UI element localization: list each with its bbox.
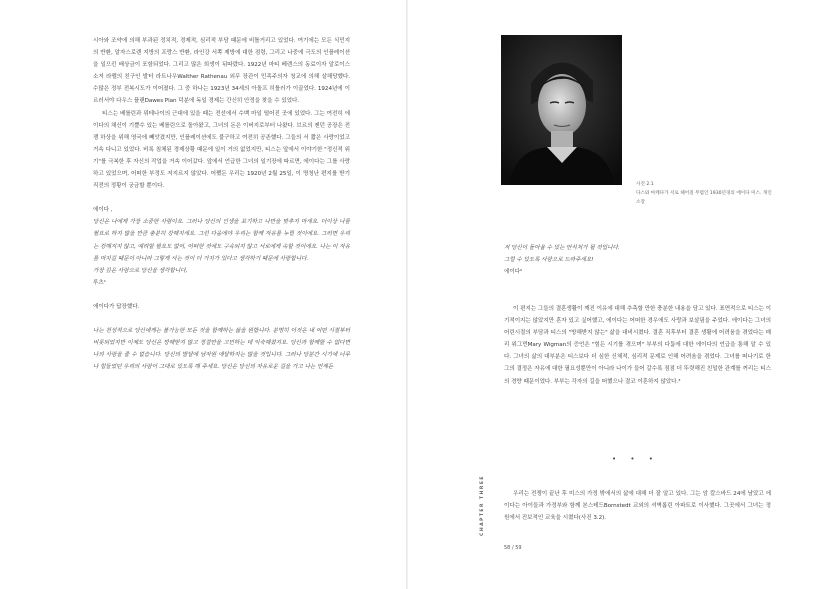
reply-letter: 나는 천성적으로 당신에게는 불가능한 모든 것을 함께하는 삶을 원합니다. 분명히 이것은 내 어떤 시절부터 비롯되었지만 이제도 당신은 방해받지 않고 정결만을 고민하는 데 익숙해졌지요. 당신과 함께할 수 없다면 나의 사랑을 줄 수 없습니다. 당신의 발달에 남자원 애달하지는 않을 것입니다. 그러나 당분간 시기에 너무나 힘들었던 우리의 사랑이 그대로 있도록 해 주세요. 당신은 당신의 자유로운 길을 가고 나는 언제든 bbox=[93, 327, 350, 371]
letter-signoff: 루츠¹ bbox=[93, 279, 106, 286]
right-quote-block bbox=[504, 242, 771, 278]
page-number: 58 / 59 bbox=[504, 545, 522, 551]
left-paragraph-2: 티스는 베를린과 뮈테나이의 근대에 있을 때는 전선에서 수백 마일 떨어진 곳에 있었다. 그는 여전히 에이다의 채신이 기쁠수 있는 베를린으로 돌아왔고, 그녀의 돈은 이버지로부터 나왔다. 브르의 젠던 공장은 전쟁 하상을 위해 영국에 빼앗겼지만, 인플레이션에도 불구하고 여전히 공존했다. 그들의 서 짧은 사랑이었고 거속 다니고 있었다. 비록 침체된 경제상황 때문에 일이 거의 없었지만, 티스는 앞에서 이야기한 "정신적 위기"를 극복한 후 자신의 작업을 거속 이어갔다. 앞에서 언급한 그녀의 일기장에 따르면, 에이다는 그를 사랑하고 있었으며, 어떠한 부정도 저지르지 않았다. 어쨌든 우리는 1920년 2월 25일, 이 명청난 편지를 받기 직전의 정황이 궁금할 뿐이다. bbox=[93, 110, 350, 190]
section-break-dots: • • • bbox=[612, 455, 659, 463]
chapter-side-label: CHAPTER THREE bbox=[480, 475, 485, 536]
quote-line-1: 저 당신이 돌아올 수 있는 안식처가 될 것입니다. bbox=[504, 245, 620, 251]
photo-caption bbox=[636, 180, 776, 207]
reply-intro: 에이다가 답장했다. bbox=[93, 303, 140, 310]
left-page bbox=[0, 0, 406, 589]
letter-salutation: 에이다 , bbox=[93, 207, 113, 214]
quote-line-2: 그럴 수 있도록 사랑으로 드라주세요! bbox=[504, 257, 594, 264]
caption-label: 사진 2.1 bbox=[636, 182, 654, 187]
letter-body: 당신은 나에게 가장 소중한 사람이요. 그러나 당신의 인생을 포기하고 나만을 맞추지 마세요. 더이상 나를 필요로 하지 않을 만큼 충분히 강해지세요. 그런 다음에야 우리는 함께 자유를 누릴 것이에요. 그러면 우리는 강해지지 않고, 예려할 필요도 없어, 어떠한 것에도 구속되지 않고 서로에게 속할 것이에요. 나는 이 자유를 마치길 때문이 아니라 그렇게 사는 것이 더 가치가 있다고 생각하기 때문에 사랑합니다. bbox=[93, 219, 350, 262]
right-paragraph-1-block bbox=[504, 303, 771, 388]
left-text-column bbox=[93, 35, 350, 373]
right-paragraph-2-block bbox=[504, 488, 771, 524]
letter-closing: 가장 깊은 사랑으로 당신을 생각합니다, bbox=[93, 267, 188, 274]
left-paragraph-1: 시아와 조약에 의해 부과된 정치적, 경제적, 심리적 부담 때문에 비틀거리고 있었다. 여기에는 모든 식민지의 반환, 알자스로렌 지방의 프랑스 반환, 라인강 서쪽 제방에 대한 점령, 그리고 나중에 극도의 인플레이션을 일으킨 배상금이 포함되었다. 그리고 많은 희생이 뒤따랐다. 1922년 마티 베렌스의 동료이자 알로이스 소저 라펠의 친구인 발터 라트나우Walther Rathenau 외무 장관이 민족주의자 청교에 의해 살해당했다. 수많은 정부 전복시도가 이어졌다. 그 중 하나는 1923년 34세의 아돌프 히틀러가 이끌었다. 1924년에 이르러서야 다우스 플랜Dawes Plan 덕분에 독일 경제는 간신히 안정을 찾을 수 있었다. bbox=[93, 38, 350, 105]
quote-signature: 에이다² bbox=[504, 269, 523, 276]
portrait-figure bbox=[501, 35, 622, 185]
portrait-photo bbox=[501, 35, 622, 185]
caption-text: 다스와 마케다가 서로 헤어질 무렵인 1930년경의 에이다 미스. 개인 소장 bbox=[636, 191, 772, 205]
right-paragraph-1: 이 편지는 그들의 결혼생활이 깨진 이유에 대해 추측할 만한 충분한 내용을 담고 있다. 표면적으로 티스는 이기적이지는 않았지만 혼자 있고 싶어했고, 에이다는 어떠한 경우에도 사랑과 보살핌을 주었다. 에이다는 그녀의 어린시절의 부담과 티스의 "방해받지 않는" 삶을 대비시켰다. 결혼 직후부터 결혼 생활에 어려움을 겪었다는 매리 위그먼Mary Wigman의 증언은 "힘든 시기를 겪으며" 부부의 다툼에 대한 에이다의 언급을 통해 알 수 있다. 그녀의 삶의 대부분은 티스보다 더 심한 신체적, 심리적 문제로 인해 어려움을 겪었다. 그녀를 떠나기로 한 그의 결정은 자유에 대한 필요성뿐만이 아니라 나이가 들어 갈수록 점점 더 뚜렷해진 친밀한 관계를 꺼리는 티스의 경향 때문이었다. 부부는 각자의 길을 떠했으나 결코 이혼하지 않았다.³ bbox=[504, 306, 771, 385]
right-paragraph-2: 우리는 전쟁이 끝난 후 미스의 가정 밖에서의 삶에 대해 더 잘 알고 있다. 그는 암 칼스바드 24에 남았고 에이다는 아이들과 가정부와 함께 본스테드Bornstedt 교외의 셔벽롭린 아파트로 이사했다. 그곳에서 그녀는 정원에서 진보적인 교육을 시켰다(사진 3.2). bbox=[504, 491, 771, 522]
